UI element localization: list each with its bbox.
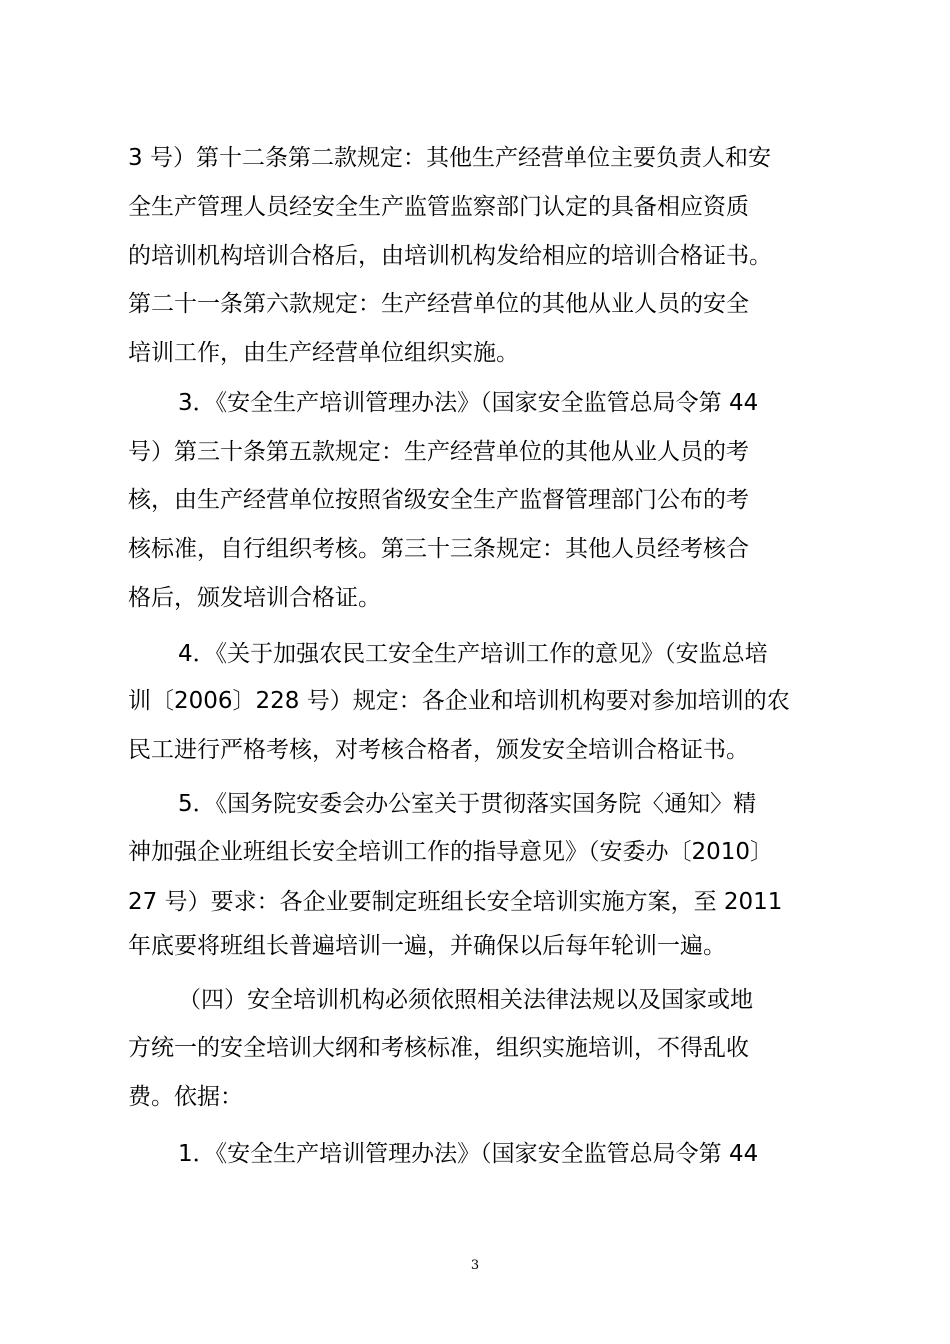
text-line: 费。依据： xyxy=(128,1084,243,1110)
section-four-first-line: （四）安全培训机构必须依照相关法律法规以及国家或地 xyxy=(178,987,753,1013)
text-line: 第二十一条第六款规定：生产经营单位的其他从业人员的安全 xyxy=(128,291,749,317)
list-item-3-first-line: 3．《安全生产培训管理办法》（国家安全监管总局令第 44 xyxy=(178,390,759,416)
text-line: 核标准，自行组织考核。第三十三条规定：其他人员经考核合 xyxy=(128,536,749,562)
list-item-1-first-line: 1．《安全生产培训管理办法》（国家安全监管总局令第 44 xyxy=(178,1141,759,1167)
text-line: 3 号）第十二条第二款规定：其他生产经营单位主要负责人和安 xyxy=(128,145,771,171)
text-line: 神加强企业班组长安全培训工作的指导意见》（安委办〔2010〕 xyxy=(128,839,774,865)
text-line: 民工进行严格考核，对考核合格者，颁发安全培训合格证书。 xyxy=(128,737,749,763)
text-line: 核，由生产经营单位按照省级安全生产监督管理部门公布的考 xyxy=(128,487,749,513)
text-line: 全生产管理人员经安全生产监管监察部门认定的具备相应资质 xyxy=(128,194,749,220)
list-item-5-first-line: 5．《国务院安委会办公室关于贯彻落实国务院〈通知〉精 xyxy=(178,791,757,817)
text-line: 的培训机构培训合格后，由培训机构发给相应的培训合格证书。 xyxy=(128,243,772,269)
text-line: 培训工作，由生产经营单位组织实施。 xyxy=(128,340,519,366)
text-line: 年底要将班组长普遍培训一遍，并确保以后每年轮训一遍。 xyxy=(128,933,726,959)
text-line: 号）第三十条第五款规定：生产经营单位的其他从业人员的考 xyxy=(128,439,749,465)
text-line: 格后，颁发培训合格证。 xyxy=(128,585,381,611)
page-number: 3 xyxy=(470,1258,480,1273)
text-line: 方统一的安全培训大纲和考核标准，组织实施培训，不得乱收 xyxy=(128,1035,749,1061)
list-item-4-first-line: 4．《关于加强农民工安全生产培训工作的意见》（安监总培 xyxy=(178,641,768,667)
text-line: 27 号）要求：各企业要制定班组长安全培训实施方案，至 2011 xyxy=(128,889,783,915)
text-line: 训〔2006〕228 号）规定：各企业和培训机构要对参加培训的农 xyxy=(128,688,790,714)
